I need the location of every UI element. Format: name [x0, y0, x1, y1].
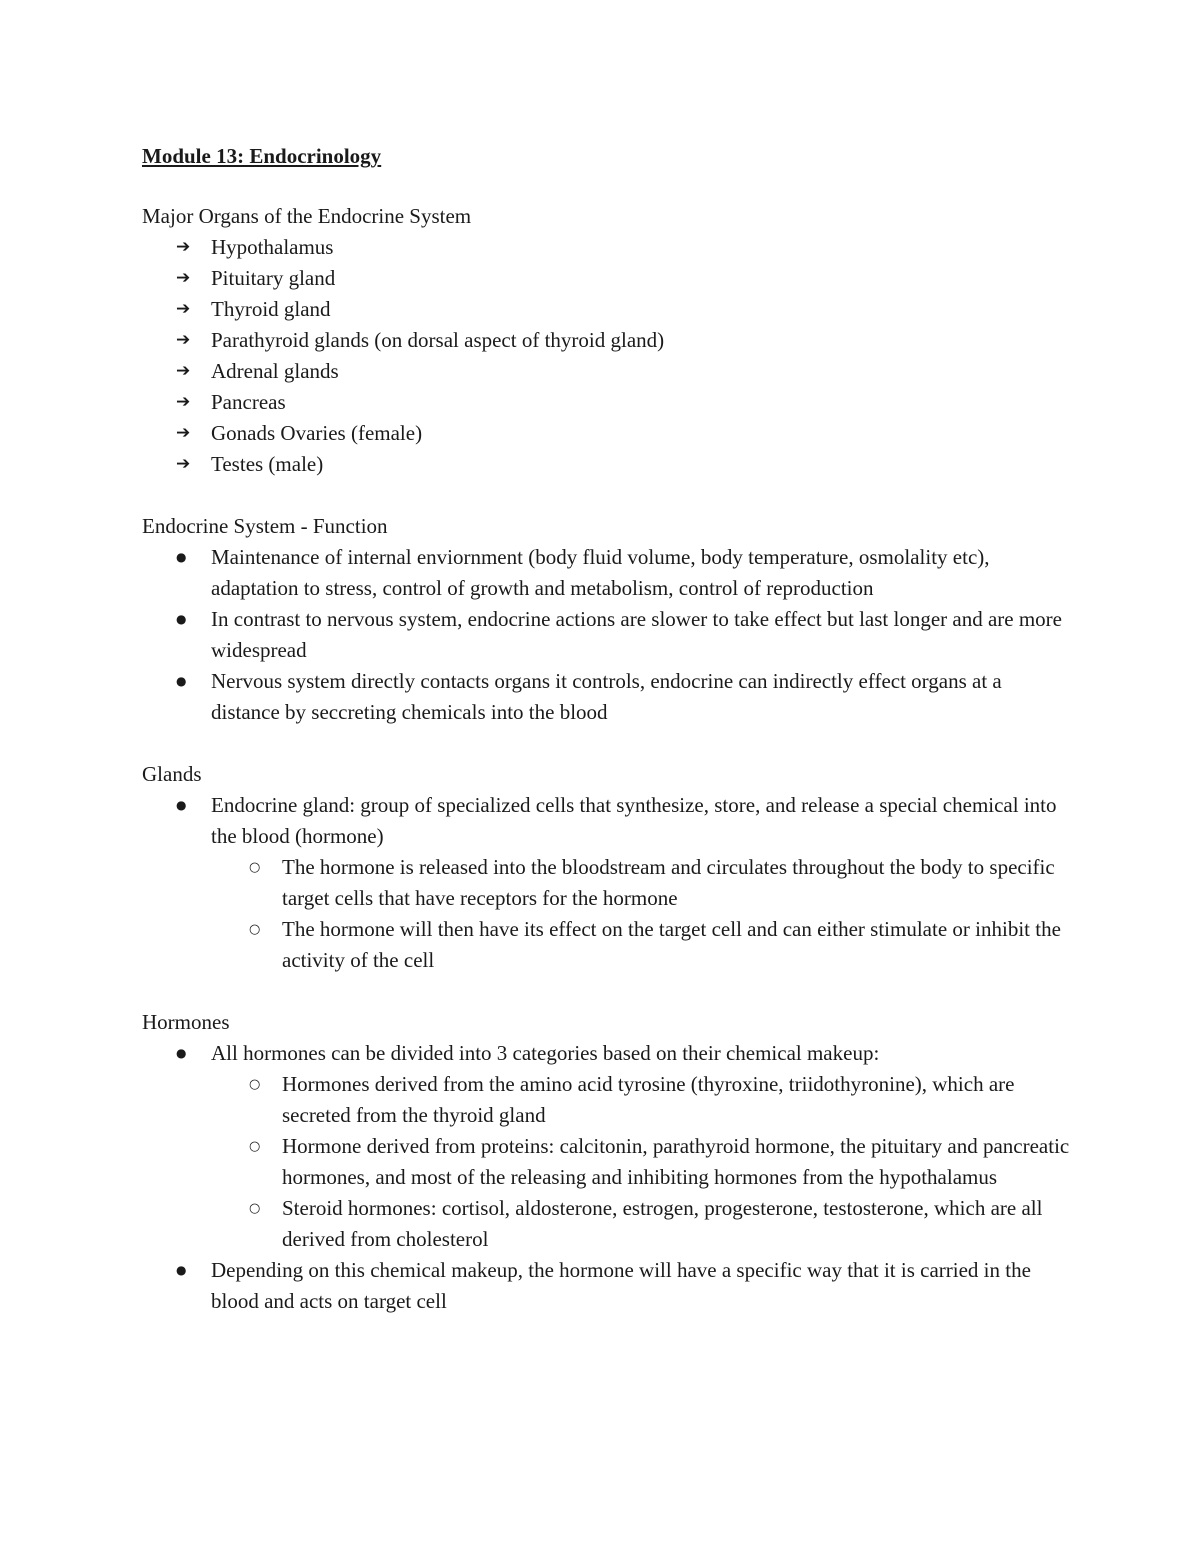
document-page: [142, 141, 1072, 1348]
sub-list-item-text: The hormone will then have its effect on the target cell and can either stimulate or inhibit the activity of the cell: [282, 917, 1061, 972]
bullet-icon: ●: [176, 612, 187, 626]
bullet-icon: ●: [176, 550, 187, 564]
arrow-bullet-icon: ➔: [176, 454, 191, 474]
sub-list-item: [211, 852, 1072, 914]
glands-list: [142, 790, 1072, 976]
hollow-bullet-icon: ○: [249, 860, 261, 875]
sub-list-item-text: Hormone derived from proteins: calcitonin, parathyroid hormone, the pituitary and pancreatic hormones, and most of the releasing and inhibiting hormones from the hypothalamus: [282, 1134, 1070, 1189]
section-function: [142, 511, 1072, 728]
list-item-text: Hypothalamus: [211, 235, 334, 259]
list-item: [142, 666, 1072, 728]
list-item-text: Maintenance of internal enviornment (body fluid volume, body temperature, osmolality etc), adaptation to stress, control of growth and metabolism, control of reproduction: [211, 545, 990, 600]
list-item-text: Nervous system directly contacts organs it controls, endocrine can indirectly effect organs at a distance by seccreting chemicals into the blood: [211, 669, 1002, 724]
list-item-text: Parathyroid glands (on dorsal aspect of thyroid gland): [211, 328, 665, 352]
list-item: [142, 387, 1072, 418]
sub-list-item-text: Hormones derived from the amino acid tyrosine (thyroxine, triidothyronine), which are secreted from the thyroid gland: [282, 1072, 1015, 1127]
hollow-bullet-icon: ○: [249, 1139, 261, 1154]
section-major-organs: [142, 201, 1072, 480]
sub-list-item: [211, 1131, 1072, 1193]
hollow-bullet-icon: ○: [249, 1201, 261, 1216]
list-item: [142, 542, 1072, 604]
bullet-icon: ●: [176, 1263, 187, 1277]
arrow-bullet-icon: ➔: [176, 392, 191, 412]
page-title: Module 13: Endocrinology: [142, 144, 382, 168]
section-heading: Major Organs of the Endocrine System: [142, 204, 472, 228]
list-item-text: Pancreas: [211, 390, 286, 414]
section-heading: Glands: [142, 762, 202, 786]
hormones-list: [142, 1038, 1072, 1317]
function-list: [142, 542, 1072, 728]
list-item: [142, 790, 1072, 976]
list-item-text: Thyroid gland: [211, 297, 331, 321]
bullet-icon: ●: [176, 674, 187, 688]
list-item-text: All hormones can be divided into 3 categories based on their chemical makeup:: [211, 1041, 880, 1065]
list-item: [142, 449, 1072, 480]
list-item: [142, 1038, 1072, 1255]
list-item-text: Adrenal glands: [211, 359, 339, 383]
list-item-text: Pituitary gland: [211, 266, 336, 290]
arrow-bullet-icon: ➔: [176, 237, 191, 257]
arrow-bullet-icon: ➔: [176, 299, 191, 319]
list-item: [142, 604, 1072, 666]
section-heading: Endocrine System - Function: [142, 514, 388, 538]
organ-list: [142, 232, 1072, 480]
list-item: [142, 263, 1072, 294]
list-item: [142, 1255, 1072, 1317]
list-item-text: Endocrine gland: group of specialized cells that synthesize, store, and release a special chemical into the blood (hormone): [211, 793, 1057, 848]
sub-list-item: [211, 1193, 1072, 1255]
arrow-bullet-icon: ➔: [176, 330, 191, 350]
sub-list-item: [211, 1069, 1072, 1131]
section-hormones: [142, 1007, 1072, 1317]
hollow-bullet-icon: ○: [249, 1077, 261, 1092]
sub-list-item-text: The hormone is released into the bloodstream and circulates throughout the body to specific target cells that have receptors for the hormone: [282, 855, 1055, 910]
arrow-bullet-icon: ➔: [176, 423, 191, 443]
section-glands: [142, 759, 1072, 976]
list-item: [142, 294, 1072, 325]
arrow-bullet-icon: ➔: [176, 268, 191, 288]
list-item: [142, 356, 1072, 387]
list-item-text: Depending on this chemical makeup, the hormone will have a specific way that it is carried in the blood and acts on target cell: [211, 1258, 1031, 1313]
hollow-bullet-icon: ○: [249, 922, 261, 937]
sub-list-item-text: Steroid hormones: cortisol, aldosterone, estrogen, progesterone, testosterone, which are all derived from cholesterol: [282, 1196, 1043, 1251]
arrow-bullet-icon: ➔: [176, 361, 191, 381]
list-item: [142, 232, 1072, 263]
list-item: [142, 325, 1072, 356]
section-heading: Hormones: [142, 1010, 230, 1034]
sub-list: [211, 1069, 1072, 1255]
sub-list-item: [211, 914, 1072, 976]
list-item-text: Testes (male): [211, 452, 324, 476]
list-item-text: In contrast to nervous system, endocrine actions are slower to take effect but last longer and are more widespread: [211, 607, 1062, 662]
list-item: [142, 418, 1072, 449]
bullet-icon: ●: [176, 1046, 187, 1060]
sub-list: [211, 852, 1072, 976]
bullet-icon: ●: [176, 798, 187, 812]
list-item-text: Gonads Ovaries (female): [211, 421, 423, 445]
